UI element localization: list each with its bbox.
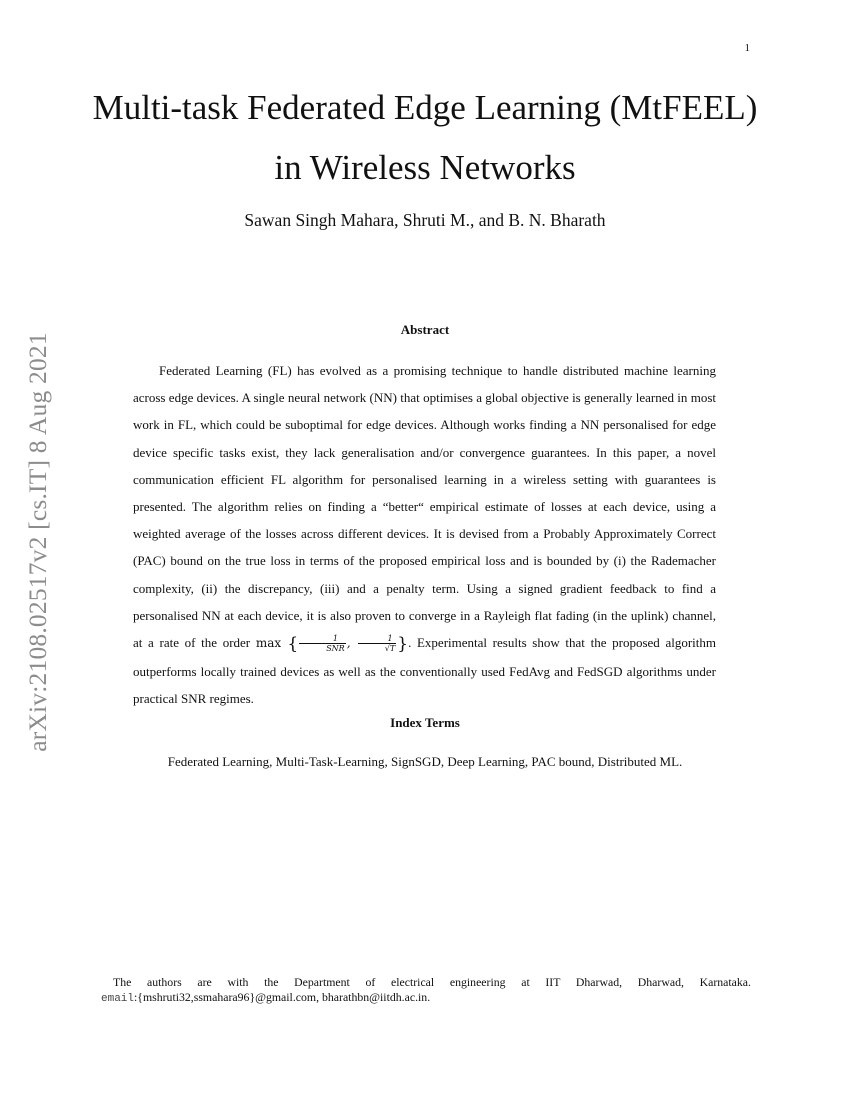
email-addresses: :{mshruti32,ssmahara96}@gmail.com, bharathbn@iitdh.ac.in. xyxy=(134,990,431,1004)
author-affiliation-footnote xyxy=(101,975,751,1007)
page-number: 1 xyxy=(744,42,750,54)
fraction-snr xyxy=(299,634,346,653)
paper-title-line-1: Multi-task Federated Edge Learning (MtFEEL) xyxy=(92,88,758,127)
footnote-affiliation: The authors are with the Department of electrical engineering at IIT Dharwad, Dharwad, Karnataka. xyxy=(113,975,751,989)
convergence-rate-formula xyxy=(255,634,409,655)
email-label: email xyxy=(101,993,135,1005)
author-list: Sawan Singh Mahara, Shruti M., and B. N. Bharath xyxy=(244,210,606,230)
close-brace: } xyxy=(397,634,409,655)
arxiv-identifier-stamp: arXiv:2108.02517v2 [cs.IT] 8 Aug 2021 xyxy=(23,332,52,752)
fraction-sqrt-t-numerator: 1 xyxy=(358,634,396,644)
abstract-heading: Abstract xyxy=(400,322,450,337)
fraction-sqrt-t xyxy=(358,634,396,653)
index-terms-heading: Index Terms xyxy=(390,715,460,730)
max-operator: max xyxy=(255,636,282,651)
open-brace: { xyxy=(287,634,299,655)
fraction-sqrt-t-denominator: √T xyxy=(384,644,396,654)
paper-title-line-2: in Wireless Networks xyxy=(274,148,576,187)
fraction-snr-numerator: 1 xyxy=(299,634,346,644)
abstract-text-part-2: . Experimental results show that the proposed algorithm outperforms locally trained devices as well as the conventionally used FedAvg and FedSGD algorithms under practical SNR regimes. xyxy=(133,635,717,707)
formula-separator: , xyxy=(346,636,351,651)
abstract-text-part-1: Federated Learning (FL) has evolved as a promising technique to handle distributed machine learning across edge devices. A single neural network (NN) that optimises a global objective is generally learned in most work in FL, which could be suboptimal for edge devices. Although works finding a NN personalised for edge device specific tasks exist, they lack generalisation and/or convergence guarantees. In this paper, a novel communication efficient FL algorithm for personalised learning in a wireless setting with guarantees is presented. The algorithm relies on finding a “better“ empirical estimate of losses at each device, using a weighted average of the losses across different devices. It is devised from a Probably Approximately Correct (PAC) bound on the true loss in terms of the proposed empirical loss and is bounded by (i) the Rademacher complexity, (ii) the discrepancy, (iii) and a penalty term. Using a signed gradient feedback to find a personalised NN at each device, it is also proven to converge in a Rayleigh flat fading (in the uplink) channel, at a rate of the order xyxy=(133,363,716,651)
fraction-snr-denominator: SNR xyxy=(326,644,345,654)
index-terms-list: Federated Learning, Multi-Task-Learning, SignSGD, Deep Learning, PAC bound, Distributed ML. xyxy=(167,754,683,769)
paper-title xyxy=(0,78,850,198)
footnote-email-line xyxy=(101,990,430,1004)
abstract-body xyxy=(133,357,716,713)
